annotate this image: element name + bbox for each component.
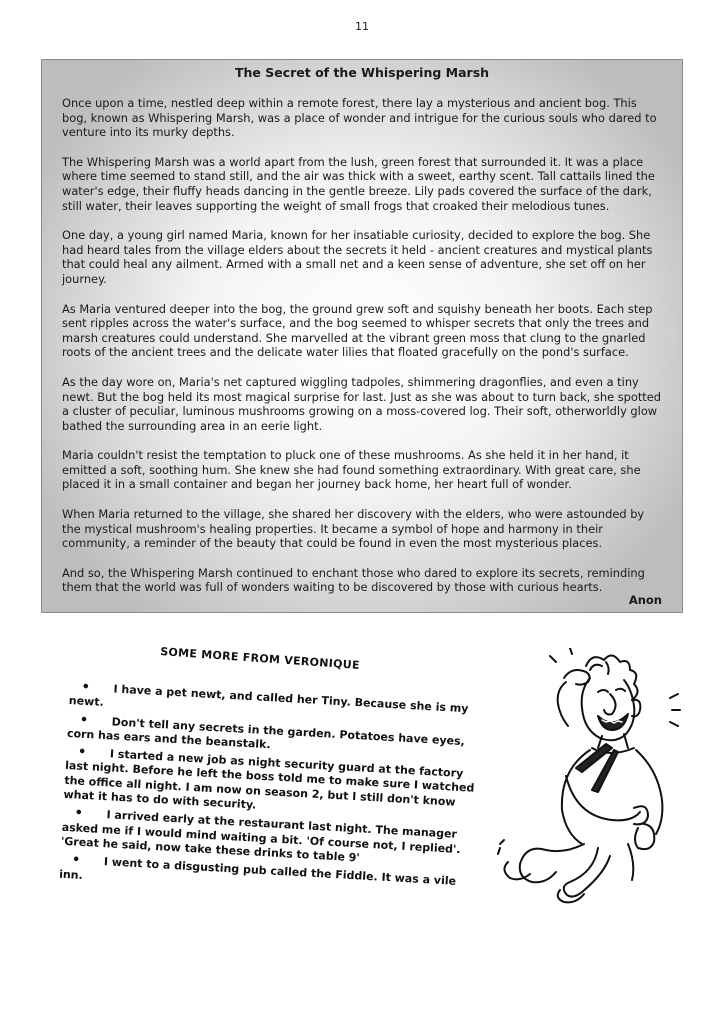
story-paragraph: One day, a young girl named Maria, known for her insatiable curiosity, decided to explore the bog. She had heard tales from the village elders about the secrets it held - ancient creatures and mystical plants that could heal any ailment. Armed with a small net and a keen sense of adventure, she set off on her journey.: [62, 228, 653, 286]
story-box: [41, 59, 683, 613]
joke-text: • I arrived early at the restaurant last night. The manager asked me if I would mind waiting a bit. 'Of course not, I replied'. 'Great he said, now take these drinks to table 9': [60, 808, 461, 865]
jokes-title: SOME MORE FROM VERONIQUE: [159, 645, 361, 672]
joke-list: [59, 680, 480, 904]
joke-text: • I have a pet newt, and called her Tiny. Because she is my newt.: [68, 682, 469, 716]
story-paragraph: The Whispering Marsh was a world apart from the lush, green forest that surrounded it. It was a place where time seemed to stand still, and the air was thick with a sweet, earthy scent. Tall cattails lined the water's edge, their fluffy heads dancing in the gentle breeze. Lily pads covered the surface of the dark, still water, their leaves supporting the weight of small frogs that croaked their melodious tunes.: [62, 154, 655, 213]
story-paragraph: As Maria ventured deeper into the bog, the ground grew soft and squishy beneath her boots. Each step sent ripples across the water's surface, and the bog seemed to whisper secrets that only the trees and marsh creatures could understand. She marvelled at the vibrant green moss that clung to the gnarled roots of the ancient trees and the delicate water lilies that floated gracefully on the pond's surface.: [62, 301, 653, 360]
story-paragraph: Maria couldn't resist the temptation to pluck one of these mushrooms. As she held it in her hand, it emitted a soft, soothing hum. She knew she had found something extraordinary. With great care, she placed it in a small container and began her journey back home, her heart full of wonder.: [62, 448, 641, 492]
joke-text: • I started a new job as night security guard at the factory last night. Before he left the boss told me to make sure I watched the office all night. I am now on season 2, but I still don't know what it has to do with security.: [63, 747, 475, 812]
story-title: The Secret of the Whispering Marsh: [234, 65, 490, 80]
jokes-section: [58, 645, 480, 889]
story-paragraph: When Maria returned to the village, she shared her discovery with the elders, who were astounded by the mystical mushroom's healing properties. It became a symbol of hope and harmony in their community, a reminder of the beauty that could be found in even the most mysterious places.: [62, 507, 645, 551]
page-number: 11: [355, 20, 369, 33]
joke-text: • I went to a disgusting pub called the Fiddle. It was a vile inn.: [58, 855, 457, 889]
laughing-man-cartoon-icon: [494, 648, 684, 904]
joke-text: • Don't tell any secrets in the garden. Potatoes have eyes, corn has ears and the beanstalk.: [66, 715, 466, 752]
story-paragraph: Once upon a time, nestled deep within a remote forest, there lay a mysterious and ancient bog. This bog, known as Whispering Marsh, was a place of wonder and intrigue for the curious souls who dared to venture into its murky depths.: [62, 96, 657, 140]
story-paragraph: And so, the Whispering Marsh continued to enchant those who dared to explore its secrets, reminding them that the world was full of wonders waiting to be discovered by those with curious hearts.: [62, 565, 645, 595]
story-paragraph: As the day wore on, Maria's net captured wiggling tadpoles, shimmering dragonflies, and even a tiny newt. But the bog held its most magical surprise for last. Just as she was about to turn back, she spotted a cluster of peculiar, luminous mushrooms growing on a moss-covered log. Their soft, otherworldly glow bathed the surrounding area in an eerie light.: [62, 374, 662, 433]
story-author: Anon: [628, 593, 662, 607]
